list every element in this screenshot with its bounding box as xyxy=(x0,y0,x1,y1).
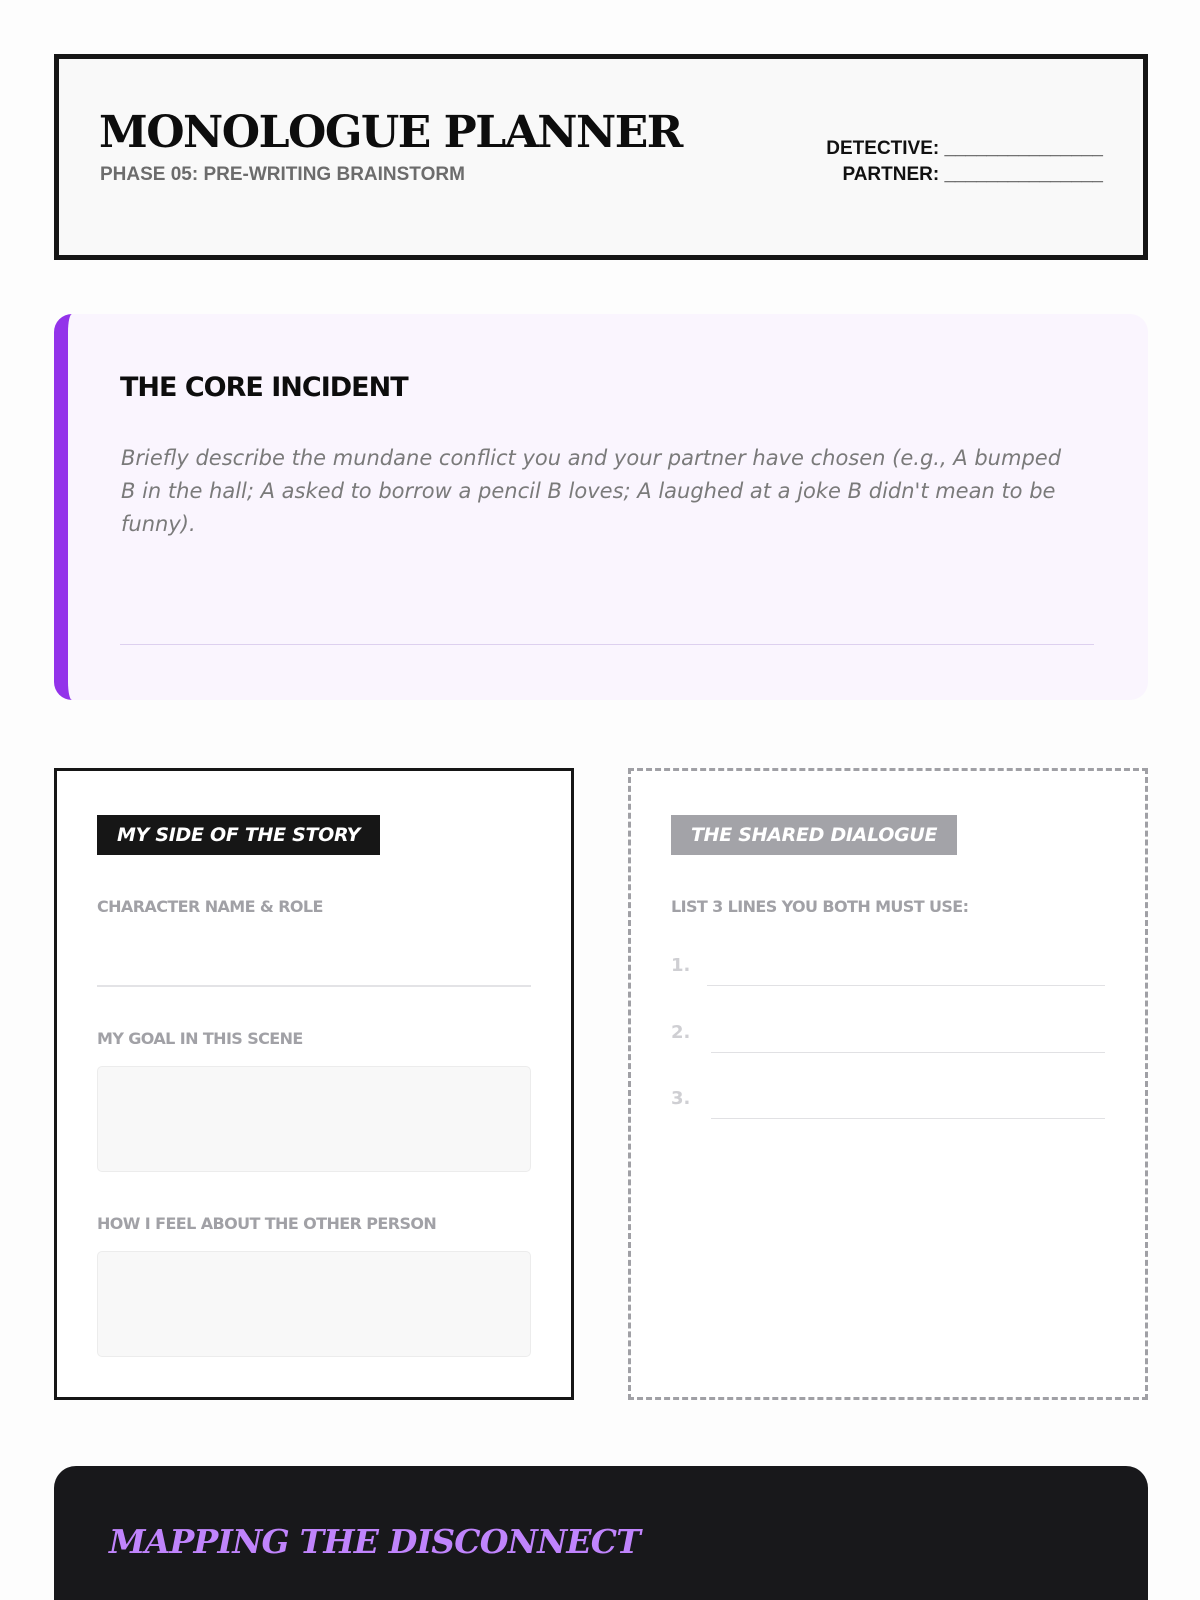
feeling-label: HOW I FEEL ABOUT THE OTHER PERSON xyxy=(97,1214,437,1233)
character-name-field[interactable] xyxy=(97,985,531,987)
line-number: 1. xyxy=(671,955,691,976)
shared-dialogue-panel xyxy=(628,768,1148,1400)
page-title: MONOLOGUE PLANNER xyxy=(99,107,682,158)
feeling-field[interactable] xyxy=(97,1251,531,1357)
core-incident-description: Briefly describe the mundane conflict you and your partner have chosen (e.g., A bumped B in the hall; A asked to borrow a pencil B loves; A laughed at a joke B didn't mean to be funny). xyxy=(121,446,1062,536)
goal-label: MY GOAL IN THIS SCENE xyxy=(97,1029,303,1048)
core-incident-card xyxy=(54,314,1148,700)
my-side-panel xyxy=(54,768,574,1400)
core-incident-title: THE CORE INCIDENT xyxy=(120,372,408,403)
worksheet-header xyxy=(54,54,1148,260)
detective-field[interactable]: DETECTIVE: _______________ xyxy=(826,138,1103,159)
shared-dialogue-tag: THE SHARED DIALOGUE xyxy=(671,815,957,855)
dialogue-line-field[interactable] xyxy=(711,1052,1105,1053)
line-number: 2. xyxy=(671,1022,691,1043)
core-incident-answer-line[interactable] xyxy=(120,644,1094,645)
character-name-label: CHARACTER NAME & ROLE xyxy=(97,897,323,916)
dialogue-line-field[interactable] xyxy=(711,1118,1105,1119)
line-number: 3. xyxy=(671,1088,691,1109)
shared-dialogue-instruction: LIST 3 LINES YOU BOTH MUST USE: xyxy=(671,897,969,916)
partner-field[interactable]: PARTNER: _______________ xyxy=(842,164,1103,185)
mapping-title: MAPPING THE DISCONNECT xyxy=(109,1522,641,1561)
mapping-card xyxy=(54,1466,1148,1600)
my-side-tag: MY SIDE OF THE STORY xyxy=(97,815,380,855)
goal-field[interactable] xyxy=(97,1066,531,1172)
page-subtitle: PHASE 05: PRE-WRITING BRAINSTORM xyxy=(100,164,465,185)
dialogue-line-field[interactable] xyxy=(707,985,1105,986)
